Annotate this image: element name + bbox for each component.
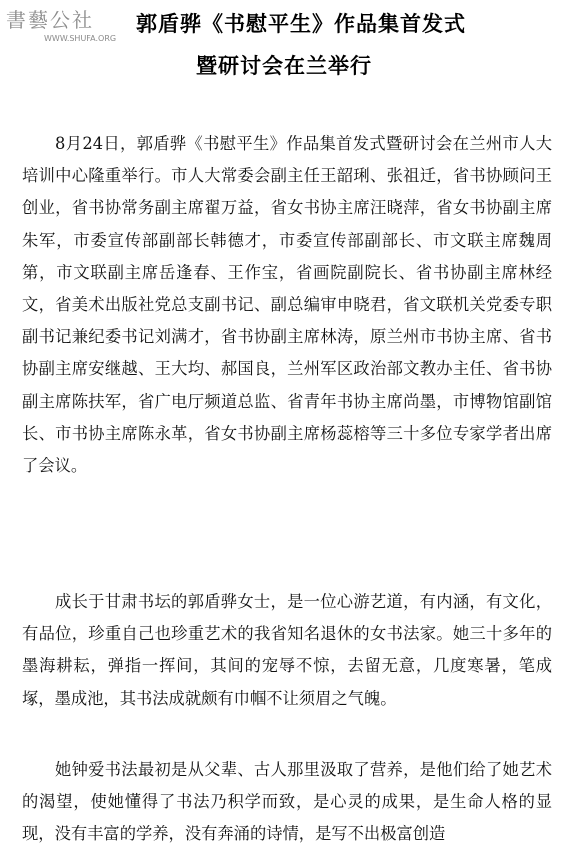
article-paragraph: 8月24日，郭盾骅《书慰平生》作品集首发式暨研讨会在兰州市人大培训中心隆重举行。市人大常委会副主任王韶琍、张祖迁，省书协顾问王创业，省书协常务副主席翟万益，省女书协主席汪晓萍，省女书协副主席朱军，市委宣传部副部长韩德才，市委宣传部副部长、市文联主席魏周第，市文联副主席岳逢春、王作宝，省画院副院长、省书协副主席林经文，省美术出版社党总支副书记、副总编审申晓君，省文联机关党委专职副书记兼纪委书记刘满才，省书协副主席林涛，原兰州市书协主席、省书协副主席安继越、王大均、郝国良，兰州军区政治部文教办主任、省书协副主席陈扶军，省广电厅频道总监、省青年书协主席尚墨，市博物馆副馆长、市书协主席陈永革，省女书协副主席杨蕊榕等三十多位专家学者出席了会议。 xyxy=(22,134,552,476)
watermark-logo-text: 書藝公社 xyxy=(6,8,94,32)
article-title-line-1: 郭盾骅《书慰平生》作品集首发式 xyxy=(136,12,466,36)
watermark-url: WWW.SHUFA.ORG xyxy=(44,34,117,43)
article-paragraph: 成长于甘肃书坛的郭盾骅女士，是一位心游艺道，有内涵，有文化，有品位，珍重自己也珍重艺术的我省知名退休的女书法家。她三十多年的墨海耕耘，弹指一挥间，其间的宠辱不惊，去留无意，几度寒暑，笔成塚，墨成池，其书法成就颇有巾帼不让须眉之气魄。 xyxy=(22,592,552,708)
article-paragraph: 她钟爱书法最初是从父辈、古人那里汲取了营养，是他们给了她艺术的渴望，使她懂得了书法乃积学而致，是心灵的成果，是生命人格的显现，没有丰富的学养，没有奔涌的诗情，是写不出极富创造 xyxy=(22,760,552,844)
article-title-line-2: 暨研讨会在兰举行 xyxy=(196,54,372,78)
